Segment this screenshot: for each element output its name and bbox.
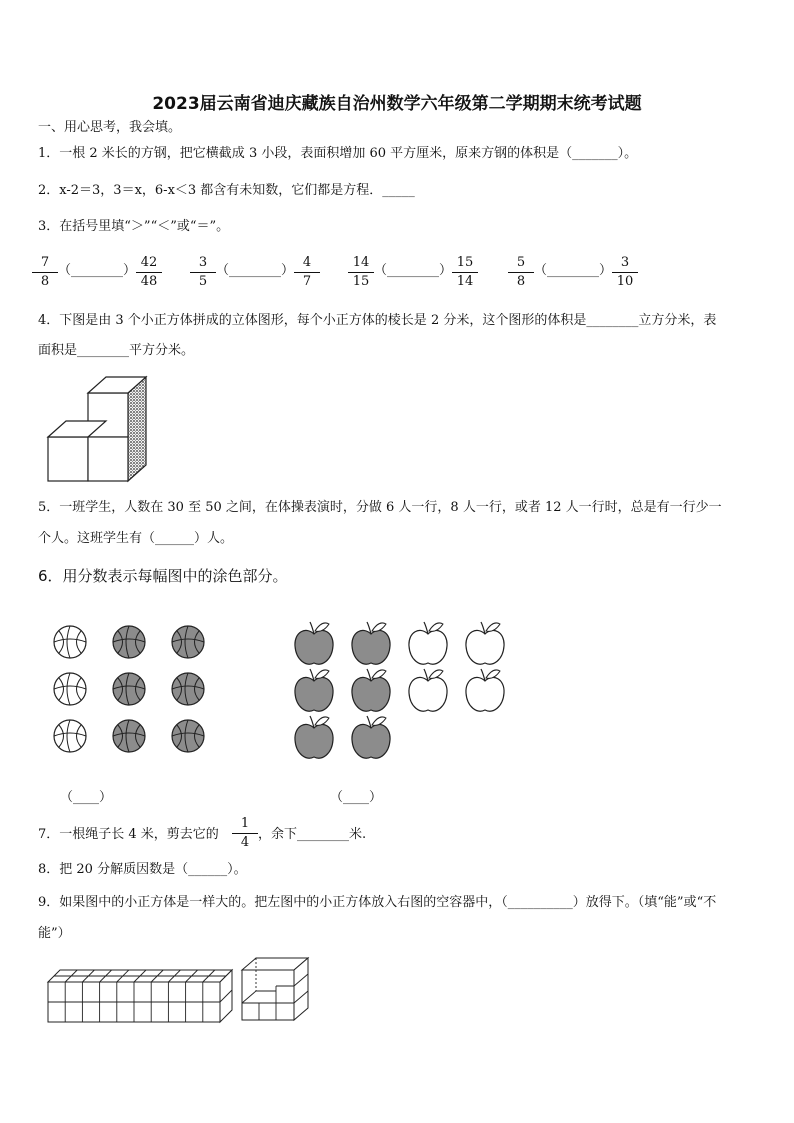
apple	[409, 669, 447, 711]
question-7-prefix: 7．一根绳子长 4 米，剪去它的	[38, 827, 219, 842]
fraction-denominator: 8	[516, 274, 526, 289]
question-9-line-2: 能”）	[38, 926, 71, 941]
question-2: 2．x-2＝3，3＝x，6-x＜3 都含有未知数，它们都是方程．_____	[38, 183, 415, 198]
question-4-line-2: 面积是________平方分米。	[38, 343, 195, 358]
fraction-denominator: 4	[240, 835, 250, 850]
basketball-grid	[48, 622, 218, 762]
basketball-shaded	[172, 720, 204, 752]
basketball	[54, 626, 86, 658]
question-8: 8．把 20 分解质因数是（______）。	[38, 862, 247, 877]
fraction	[190, 255, 216, 290]
apple	[466, 669, 504, 711]
container-box	[240, 956, 312, 1024]
fraction-numerator: 1	[232, 816, 258, 834]
fraction-denominator: 10	[616, 274, 634, 289]
basketball-shaded	[172, 673, 204, 705]
question-1: 1．一根 2 米长的方钢，把它横截成 3 小段，表面积增加 60 平方厘米，原来方钢的体积是（_______）。	[38, 146, 638, 161]
question-6: 6．用分数表示每幅图中的涂色部分。	[38, 567, 288, 585]
fraction	[348, 255, 374, 290]
question-4-line-1: 4．下图是由 3 个小正方体拼成的立体图形，每个小正方体的棱长是 2 分米，这个图形的体积是________立方分米，表	[38, 313, 717, 328]
question-7-suffix: ，余下________米.	[258, 827, 367, 842]
apple	[466, 622, 504, 664]
fraction-numerator: 15	[452, 255, 478, 273]
basketball-shaded	[113, 673, 145, 705]
fraction	[136, 255, 162, 290]
question-5-line-1: 5．一班学生，人数在 30 至 50 之间，在体操表演时，分做 6 人一行，8 人一行，或者 12 人一行时，总是有一行少一	[38, 500, 722, 515]
fraction	[452, 255, 478, 290]
fraction-numerator: 3	[190, 255, 216, 273]
fraction-numerator: 3	[612, 255, 638, 273]
fraction	[612, 255, 638, 290]
apple-shaded	[352, 622, 390, 664]
basketball	[54, 673, 86, 705]
fraction-one-quarter	[232, 816, 258, 851]
fraction-denominator: 48	[140, 274, 158, 289]
question-9-line-1: 9．如果图中的小正方体是一样大的。把左图中的小正方体放入右图的空容器中，（__________）放得下。（填“能”或“不	[38, 895, 717, 910]
cuboid-of-cubes	[46, 962, 236, 1024]
fraction	[294, 255, 320, 290]
apple	[409, 622, 447, 664]
fraction-denominator: 7	[302, 274, 312, 289]
apple-shaded	[352, 669, 390, 711]
comparison-blank: （________）	[374, 263, 453, 278]
page-title: 2023届云南省迪庆藏族自治州数学六年级第二学期期末统考试题	[152, 94, 642, 114]
question-5-line-2: 个人。这班学生有（______）人。	[38, 531, 234, 546]
fraction	[508, 255, 534, 290]
answer-blank-apples: （____）	[330, 790, 383, 805]
apple-grid	[290, 618, 510, 768]
comparison-blank: （________）	[216, 263, 295, 278]
fraction-denominator: 8	[40, 274, 50, 289]
fraction-denominator: 14	[456, 274, 474, 289]
apple-shaded	[295, 716, 333, 758]
apple-shaded	[295, 622, 333, 664]
fraction-denominator: 5	[198, 274, 208, 289]
basketball-shaded	[172, 626, 204, 658]
fraction-numerator: 5	[508, 255, 534, 273]
basketball	[54, 720, 86, 752]
basketball-shaded	[113, 720, 145, 752]
apple-shaded	[352, 716, 390, 758]
comparison-blank: （________）	[58, 263, 137, 278]
basketball-shaded	[113, 626, 145, 658]
fraction-numerator: 7	[32, 255, 58, 273]
comparison-blank: （________）	[534, 263, 613, 278]
apple-shaded	[295, 669, 333, 711]
fraction-numerator: 14	[348, 255, 374, 273]
fraction-denominator: 15	[352, 274, 370, 289]
fraction-numerator: 42	[136, 255, 162, 273]
section-heading: 一、用心思考，我会填。	[38, 120, 182, 135]
answer-blank-balls: （____）	[60, 790, 113, 805]
fraction	[32, 255, 58, 290]
question-3: 3．在括号里填“＞”“＜”或“＝”。	[38, 219, 230, 234]
cube-figure	[46, 375, 156, 485]
fraction-numerator: 4	[294, 255, 320, 273]
